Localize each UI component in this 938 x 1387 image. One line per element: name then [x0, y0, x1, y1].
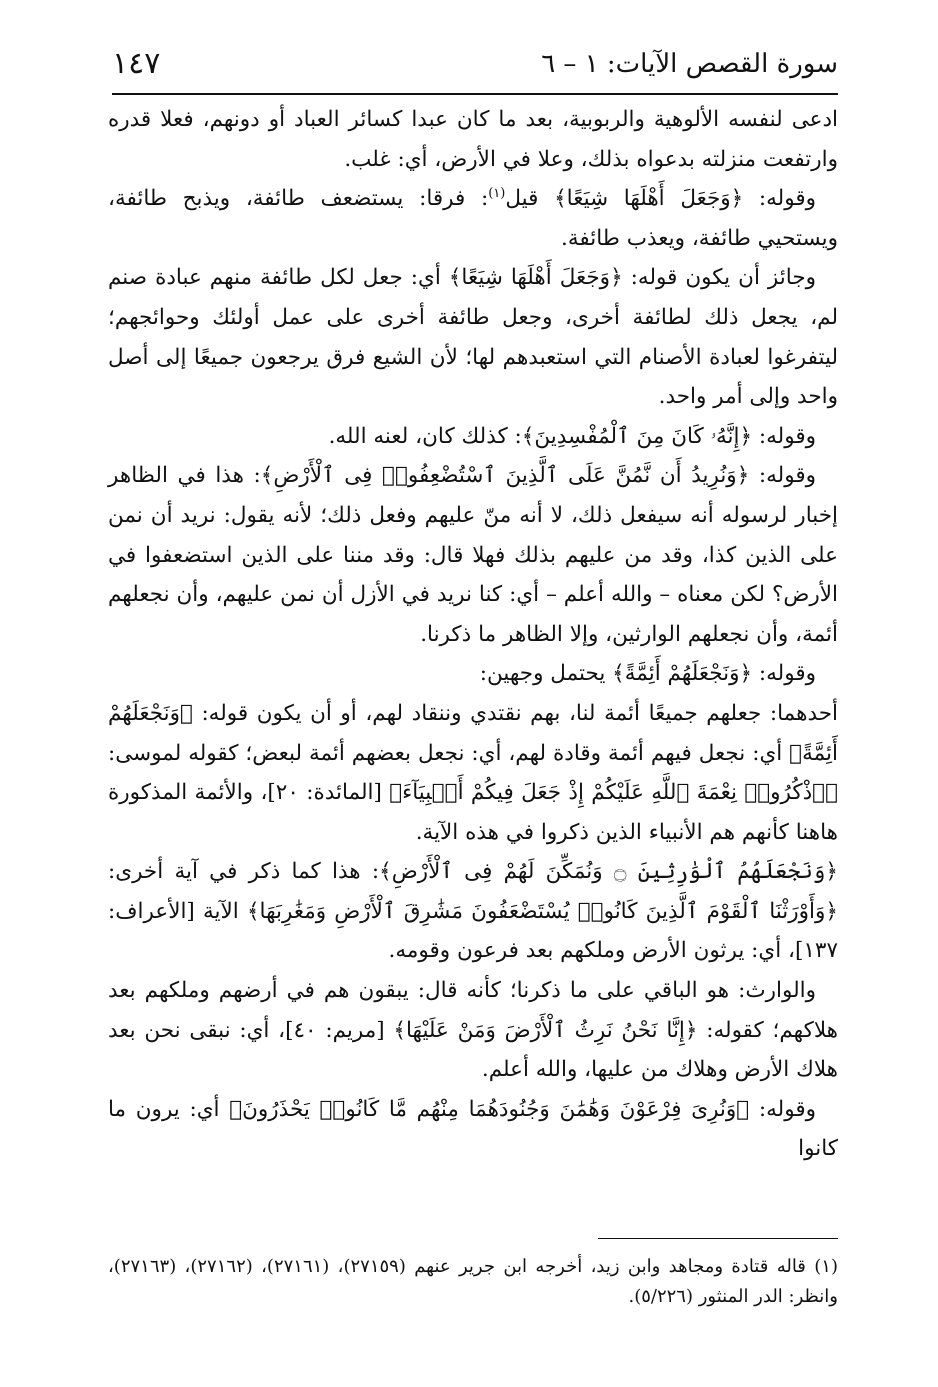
page-number: ١٤٧ [112, 46, 161, 81]
running-title: سورة القصص الآيات: ١ – ٦ [541, 49, 838, 79]
paragraph: وقوله: ﴿وَنُرِىَ فِرْعَوْنَ وَهَٰمَٰنَ وَجُنُودَهُمَا مِنْهُم مَّا كَانُوا۟ يَحْذَرُونَ﴾ أي: يرون ما كانوا [108, 1096, 838, 1162]
paragraph: وقوله: ﴿وَنَجْعَلَهُمْ أَئِمَّةً﴾ يحتمل وجهين: [479, 661, 816, 687]
paragraph-text: : فرقا: يستضعف طائفة، ويذبح طائفة، ويستحيي طائفة، ويعذب طائفة. [108, 186, 838, 251]
paragraph: وقوله: ﴿إِنَّهُۥ كَانَ مِنَ ٱلْمُفْسِدِينَ﴾: كذلك كان، لعنه الله. [328, 423, 816, 449]
paragraph: ادعى لنفسه الألوهية والربوبية، بعد ما كان عبدا كسائر العباد أو دونهم، فعلا قدره وارتفعت منزلته بدعواه بذلك، وعلا في الأرض، أي: غلب. [108, 107, 838, 172]
paragraph [108, 179, 838, 258]
paragraph-text: وقوله: ﴿وَجَعَلَ أَهْلَهَا شِيَعًا﴾ قيل [505, 186, 817, 212]
paragraph: وجائز أن يكون قوله: ﴿وَجَعَلَ أَهْلَهَا شِيَعًا﴾ أي: جعل لكل طائفة منهم عبادة صنم لم، يجعل ذلك لطائفة أخرى، وجعل طائفة أخرى على عمل أولئك وحوائجهم؛ ليتفرغوا لعبادة الأصنام التي استعبدهم لها؛ لأن الشيع فرق يرجعون جميعًا إلى أصل واحد وإلى أمر واحد. [108, 265, 838, 410]
paragraph: أحدهما: جعلهم جميعًا أئمة لنا، بهم نقتدي وننقاد لهم، أو أن يكون قوله: ﴿وَنَجْعَلَهُمْ أَئِمَّةً﴾ أي: نجعل فيهم أئمة وقادة لهم، أي: نجعل بعضهم أئمة لبعض؛ كقوله لموسى: ﴿ٱذْكُرُوا۟ نِعْمَةَ ٱللَّهِ عَلَيْكُمْ إِذْ جَعَلَ فِيكُمْ أَنۢبِيَآءَ﴾ [المائدة: ٢٠]، والأئمة المذكورة هاهنا كأنهم هم الأنبياء الذين ذكروا في هذه الآية. [108, 700, 838, 845]
paragraph: والوارث: هو الباقي على ما ذكرنا؛ كأنه قال: يبقون هم في أرضهم وملكهم بعد هلاكهم؛ كقوله: ﴿إِنَّا نَحْنُ نَرِثُ ٱلْأَرْضَ وَمَنْ عَلَيْهَا﴾ [مريم: ٤٠]، أي: نبقى نحن بعد هلاك الأرض وهلاك من عليها، والله أعلم. [108, 978, 838, 1083]
footnotes [108, 1252, 838, 1312]
header-rule [112, 93, 838, 95]
page-header [112, 40, 838, 90]
footnote: (١) قاله قتادة ومجاهد وابن زيد، أخرجه ابن جرير عنهم (٢٧١٥٩)، (٢٧١٦١)، (٢٧١٦٢)، (٢٧١٦٣)، وانظر: الدر المنثور (٥/٢٢٦). [108, 1256, 838, 1307]
main-text [108, 100, 838, 1169]
paragraph: وقوله: ﴿وَنُرِيدُ أَن نَّمُنَّ عَلَى ٱلَّذِينَ ٱسْتُضْعِفُوا۟ فِى ٱلْأَرْضِ﴾: هذا في الظاهر إخبار لرسوله أنه سيفعل ذلك، لا أنه منّ عليهم وفعل ذلك؛ لأنه يقول: نريد أن نمن على الذين كذا، وقد من عليهم بذلك فهلا قال: وقد مننا على الذين استضعفوا في الأرض؟ لكن معناه – والله أعلم – أي: كنا نريد في الأزل أن نمن عليهم، وأن نجعلهم أئمة، وأن نجعلهم الوارثين، وإلا الظاهر ما ذكرنا. [108, 463, 838, 647]
paragraph: ﴿وَنَجْعَلَهُمُ ٱلْوَٰرِثِينَ ۝ وَنُمَكِّنَ لَهُمْ فِى ٱلْأَرْضِ﴾: هذا كما ذكر في آية أخرى: ﴿وَأَوْرَثْنَا ٱلْقَوْمَ ٱلَّذِينَ كَانُوا۟ يُسْتَضْعَفُونَ مَشَٰرِقَ ٱلْأَرْضِ وَمَغَٰرِبَهَا﴾ الآية [الأعراف: ١٣٧]، أي: يرثون الأرض وملكهم بعد فرعون وقومه. [108, 859, 838, 964]
footnote-reference[interactable]: (١) [488, 186, 506, 202]
footnote-separator [598, 1238, 838, 1239]
